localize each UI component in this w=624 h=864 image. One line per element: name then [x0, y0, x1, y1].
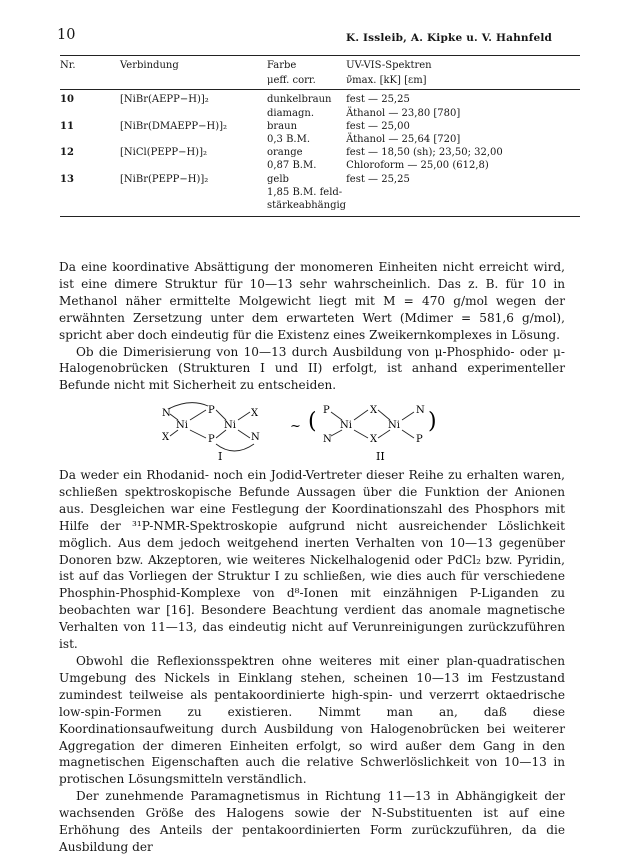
table-row	[60, 173, 580, 217]
row-uv: fest — 25,00 Äthanol — 25,64 [720]	[346, 120, 461, 146]
page-number: 10	[57, 27, 76, 43]
atom-N: N	[323, 434, 332, 445]
bracket-right: )	[428, 409, 437, 434]
structure-label-I: I	[218, 450, 223, 462]
atom-Ni: Ni	[176, 420, 188, 431]
row-compound: [NiBr(DMAEPP−H)]₂	[120, 120, 228, 132]
row-nr: 11	[60, 120, 74, 132]
col-subheader-uv: ν̃max. [kK] [εm]	[346, 72, 580, 90]
row-uv: fest — 25,25	[346, 173, 580, 217]
row-compound: [NiBr(AEPP−H)]₂	[120, 94, 209, 106]
structure-II	[308, 405, 437, 445]
text-block-upper	[59, 259, 565, 394]
row-farbe: braun 0,3 B.M.	[267, 120, 311, 146]
row-nr: 12	[60, 147, 74, 159]
atom-Ni: Ni	[340, 420, 352, 431]
table-row	[60, 90, 580, 120]
row-compound: [NiCl(PEPP−H)]₂	[120, 147, 207, 159]
atom-Ni: Ni	[388, 420, 400, 431]
atom-X: X	[251, 408, 259, 419]
paragraph: Der zunehmende Paramagnetismus in Richtung 11—13 in Abhängigkeit der wachsenden Größe des Halogens sowie der N-Substituenten ist auf eine Erhöhung des Anteils der pentakoordinierten Form zurückzuführen, da die Ausbildung der	[59, 789, 565, 854]
atom-N: N	[416, 405, 425, 416]
structures-svg	[140, 400, 480, 462]
structure-I	[162, 403, 260, 451]
atom-N: N	[251, 432, 260, 443]
row-uv: fest — 25,25 Äthanol — 23,80 [780]	[346, 94, 461, 119]
atom-P: P	[208, 405, 215, 416]
col-subheader-farbe: μeff. corr.	[267, 72, 346, 90]
atom-Ni: Ni	[224, 420, 236, 431]
atom-P: P	[323, 405, 330, 416]
row-farbe: dunkelbraun diamagn.	[267, 94, 332, 119]
col-header-uv: UV-VIS-Spektren	[346, 56, 580, 73]
atom-X: X	[162, 432, 170, 443]
row-farbe: gelb 1,85 B.M. feld- stärkeabhängig	[267, 173, 346, 217]
paragraph: Da weder ein Rhodanid- noch ein Jodid-Vertreter dieser Reihe zu erhalten waren, schließen spektroskopische Befunde Aussagen über die Funktion der Anionen aus. Desgleichen war eine Festlegung der Koordinationszahl des Phosphors mit Hilfe der ³¹P-NMR-Spektroskopie aufgrund nicht ausreichender Löslichkeit möglich. Aus dem jedoch weitgehend inerten Verhalten von 10—13 gegenüber Donoren bzw. Akzeptoren, wie weiteres Nickelhalogenid oder PdCl₂ bzw. Pyridin, ist auf das Vorliegen der Struktur I zu schließen, wie dies auch für verschiedene Phosphin-Phosphid-Komplexe von d⁸-Ionen mit einzähnigen P-Liganden zu beobachten war [16]. Besondere Beachtung verdient das anomale magnetische Verhalten von 11—13, das eindeutig nicht auf Verunreinigungen zurückzuführen ist.	[59, 468, 565, 652]
row-nr: 13	[60, 173, 120, 217]
table-row	[60, 120, 580, 146]
row-farbe: orange 0,87 B.M.	[267, 147, 317, 172]
compound-table	[60, 55, 580, 217]
atom-P: P	[416, 434, 423, 445]
structure-label-II: II	[376, 450, 385, 462]
row-compound: [NiBr(PEPP−H)]₂	[120, 173, 267, 217]
atom-X: X	[370, 434, 378, 445]
row-nr: 10	[60, 94, 74, 106]
paragraph: Ob die Dimerisierung von 10—13 durch Ausbildung von μ-Phosphido- oder μ-Halogenobrücken (Strukturen I und II) erfolgt, ist anhand experimenteller Befunde nicht mit Sicherheit zu entscheiden.	[59, 344, 565, 393]
table-row	[60, 146, 580, 172]
col-header-nr: Nr.	[60, 56, 120, 73]
running-header-authors: K. Issleib, A. Kipke u. V. Hahnfeld	[346, 32, 553, 44]
paragraph: Da eine koordinative Absättigung der monomeren Einheiten nicht erreicht wird, ist eine dimere Struktur für 10—13 sehr wahrscheinlich. Das z. B. für 10 in Methanol näher ermittelte Molgewicht liegt mit M = 470 g/mol wegen der erwähnten Zersetzung unter dem erwarteten Wert (Mdimer = 581,6 g/mol), spricht aber doch eindeutig für die Existenz eines Zweikernkomplexes in Lösung.	[59, 260, 565, 342]
atom-P: P	[208, 434, 215, 445]
bracket-left: (	[308, 409, 317, 434]
row-uv: fest — 18,50 (sh); 23,50; 32,00 Chloroform — 25,00 (612,8)	[346, 147, 503, 172]
structure-diagram	[140, 400, 480, 462]
col-header-verbindung: Verbindung	[120, 56, 267, 73]
paragraph: Obwohl die Reflexionsspektren ohne weiteres mit einer plan-quadratischen Umgebung des Nickels in Einklang stehen, scheinen 10—13 im Festzustand zumindest teilweise als pentakoordinierte high-spin- und verzerrt oktaedrische low-spin-Formen zu existieren. Nimmt man an, daß diese Koordinationsaufweitung durch Ausbildung von Halogenobrücken bei weiterer Aggregation der dimeren Einheiten erfolgt, so wird außer dem Gang in den magnetischen Eigenschaften auch die relative Schwerlöslichkeit von 10—13 in protischen Lösungsmitteln verständlich.	[59, 653, 565, 787]
col-header-farbe: Farbe	[267, 56, 346, 73]
atom-N: N	[162, 408, 171, 419]
text-block-lower	[59, 467, 565, 856]
atom-X: X	[370, 405, 378, 416]
tilde-symbol: ~	[290, 419, 301, 434]
